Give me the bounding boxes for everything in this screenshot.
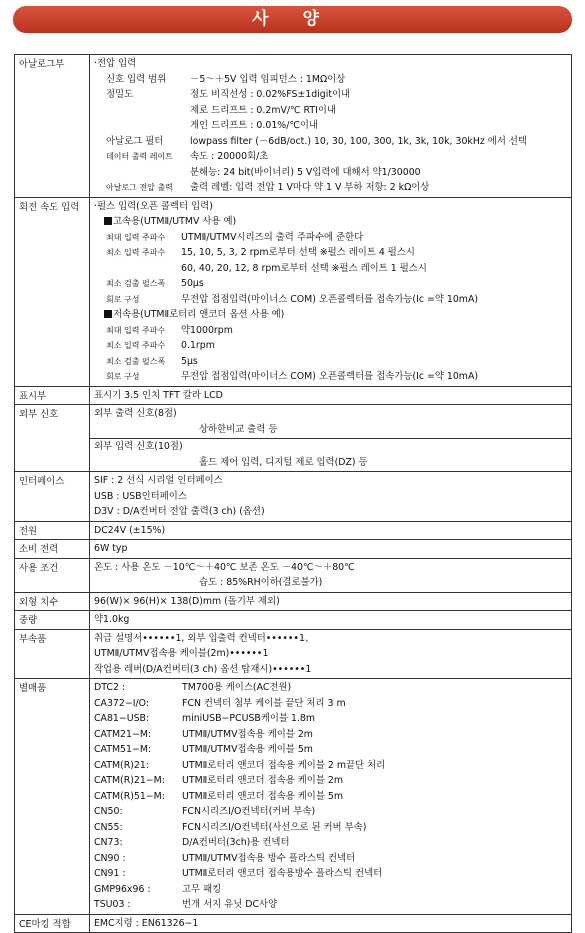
table-row — [15, 914, 572, 933]
option-code: CATM(R)51−M: — [94, 790, 165, 802]
option-desc: UTMⅡ/UTMV접속용 케이블 2m — [182, 728, 313, 740]
high-speed-heading: 고속용(UTMⅡ/UTMV 사용 예) — [113, 216, 237, 227]
max-freq-value: UTMⅡ/UTMV시리즈의 출력 주파수에 준한다 — [181, 231, 364, 243]
low-speed-heading: 저속용(UTMⅡ로터리 앤코더 옵션 사용 예) — [113, 309, 285, 320]
list-item — [94, 835, 568, 851]
external-content — [90, 405, 572, 472]
linearity-value: 정도 비직선성 : 0.02%FS±1digit이내 — [190, 89, 351, 100]
filter-label: 아날로그 필터 — [106, 135, 164, 147]
option-code: CATM21−M: — [94, 728, 152, 740]
circuit-label: 회로 구성 — [106, 372, 140, 381]
interface-line: USB : USB인터페이스 — [94, 490, 187, 502]
min-pulse-value: 5μs — [181, 355, 198, 367]
square-bullet-icon — [104, 310, 112, 318]
min-freq-value: 15, 10, 5, 3, 2 rpm로부터 선택 ※펄스 레이트 4 펄스시 — [181, 247, 415, 258]
filter-value: lowpass filter (－6dB/oct.) 10, 30, 100, 300, 1k, 3k, 10k, 30kHz 에서 선택 — [190, 135, 527, 147]
list-item — [94, 882, 568, 898]
option-code: CA81−USB: — [94, 713, 150, 724]
signal-range-label: 신호 입력 범위 — [106, 73, 167, 85]
row-label-conditions: 사용 조건 — [15, 558, 90, 592]
option-code: DTC2 : — [94, 682, 126, 693]
external-output-value: 상하한비교 출력 등 — [199, 423, 278, 435]
external-output-title: 외부 출력 신호(8점) — [94, 408, 177, 419]
option-code: CN50: — [94, 806, 123, 817]
gain-drift-value: 게인 드리프트 : 0.01%/℃이내 — [190, 120, 319, 131]
accessory-line: 취급 설명서••••••1, 외부 입출력 컨넥터••••••1、 — [94, 632, 315, 644]
min-pulse-label: 최소 검출 펄스폭 — [106, 279, 166, 288]
ce-value: EMC지령 : EN61326−1 — [94, 917, 199, 929]
table-row — [15, 197, 572, 386]
list-item — [94, 866, 568, 882]
option-desc: UTMⅡ로터리 앤코더 접속용 케이블 5m — [182, 790, 343, 802]
list-item — [94, 773, 568, 789]
option-desc: FCN시리즈I/O컨넥터(커버 부속) — [182, 806, 316, 817]
table-row — [15, 521, 572, 540]
option-desc: UTMⅡ로터리 앤코더 접속용 케이블 2m — [182, 775, 343, 786]
option-desc: TM700용 케이스(AC전원) — [182, 682, 292, 693]
power-value: DC24V (±15%) — [94, 524, 166, 536]
weight-value: 약1.0kg — [94, 614, 130, 625]
display-value: 표시기 3.5 인치 TFT 칼라 LCD — [94, 389, 223, 401]
list-item — [94, 758, 568, 774]
table-row — [15, 592, 572, 611]
voltage-output-value: 출력 레벨: 입력 전압 1 V마다 약 1 V 부하 저항: 2 kΩ이상 — [190, 182, 430, 193]
list-item — [94, 727, 568, 743]
row-label-external: 외부 신호 — [15, 405, 90, 472]
list-item — [94, 711, 568, 727]
option-desc: 고무 패킹 — [182, 883, 222, 895]
data-rate-value: 속도 : 20000회/초 — [190, 151, 269, 162]
option-code: CATM(R)21−M: — [94, 775, 165, 786]
table-row — [15, 629, 572, 679]
max-freq-label: 최대 입력 주파수 — [106, 232, 166, 242]
list-item — [94, 742, 568, 758]
table-row — [15, 55, 572, 198]
min-freq-value: 60, 40, 20, 12, 8 rpm로부터 선택 ※펄스 레이트 1 펄스시 — [181, 262, 427, 274]
option-desc: UTMⅡ로터리 앤코더 접속용방수 플라스틱 컨넥터 — [182, 868, 383, 879]
row-label-interface: 인터페이스 — [15, 472, 90, 522]
consumption-value: 6W typ — [94, 543, 128, 554]
circuit-label: 회로 구성 — [106, 294, 140, 304]
option-desc: FCN 컨넥터 첨부 케이블 끝단 처리 3 m — [182, 697, 346, 709]
list-item — [94, 696, 568, 712]
options-list — [90, 679, 572, 915]
external-input-title: 외부 입력 신호(10점) — [94, 441, 183, 452]
dimensions-value: 96(W)× 96(H)× 138(D)mm (돌기부 제외) — [94, 595, 280, 607]
circuit-value: 무전압 접점입력(마이너스 COM) 오픈콜렉터를 접속가능(Ic =약 10mA) — [181, 371, 479, 382]
list-item — [94, 804, 568, 820]
option-desc: 번개 서지 유닛 DC사양 — [182, 899, 278, 910]
option-code: CN73: — [94, 837, 123, 848]
option-code: CATM(R)21: — [94, 759, 149, 771]
list-item — [94, 789, 568, 805]
min-freq-value: 0.1rpm — [181, 340, 215, 351]
row-label-dimensions: 외형 치수 — [15, 592, 90, 611]
accessory-line: UTMⅡ/UTMV접속용 케이블(2m)••••••1 — [94, 648, 269, 659]
row-label-options: 별매품 — [15, 679, 90, 915]
voltage-input-heading: ·전압 입력 — [94, 58, 137, 69]
max-freq-label: 최대 입력 주파수 — [106, 325, 166, 335]
table-row — [15, 405, 572, 472]
interface-line: D3V : D/A컨버터 전압 출력(3 ch) (옵션) — [94, 506, 265, 517]
option-desc: UTMⅡ/UTMV접속용 방수 플라스틱 컨넥터 — [182, 852, 356, 864]
min-freq-label: 최소 입력 주파수 — [106, 248, 166, 257]
option-desc: FCN시리즈I/O컨넥터(사선으로 된 커버 부속) — [182, 821, 367, 833]
data-rate-label: 데이터 출력 레이트 — [106, 152, 173, 161]
table-row — [15, 472, 572, 522]
signal-range-value: －5～＋5V 입력 임피던스 : 1MΩ이상 — [190, 73, 346, 85]
row-label-ce: CE마킹 적합 — [15, 914, 90, 933]
page-title: 사 양 — [13, 6, 572, 33]
list-item — [94, 680, 568, 696]
table-row — [15, 611, 572, 630]
row-label-display: 표시부 — [15, 386, 90, 405]
option-code: CN90 : — [94, 852, 126, 864]
rotation-content — [90, 197, 572, 386]
circuit-value: 무전압 접점입력(마이너스 COM) 오픈콜렉터를 접속가능(Ic =약 10mA) — [181, 293, 479, 305]
row-label-analog: 아날로그부 — [15, 55, 90, 198]
temperature-value: 온도 : 사용 온도 －10℃～＋40℃ 보존 온도 －40℃～＋80℃ — [94, 561, 355, 573]
table-row — [15, 386, 572, 405]
list-item — [94, 897, 568, 913]
square-bullet-icon — [104, 217, 112, 225]
row-label-power: 전원 — [15, 521, 90, 540]
option-code: CN91 : — [94, 868, 126, 879]
option-code: CN55: — [94, 821, 123, 833]
table-row — [15, 679, 572, 915]
min-pulse-value: 50μs — [181, 278, 204, 289]
row-label-accessories: 부속품 — [15, 629, 90, 679]
analog-content — [90, 55, 572, 198]
voltage-output-label: 아날로그 전압 출력 — [106, 183, 173, 192]
humidity-value: 습도 : 85%RH이하(결로불가) — [199, 577, 323, 588]
option-code: CATM51−M: — [94, 744, 152, 755]
option-desc: UTMⅡ로터리 앤코더 접속용 케이블 2 m끝단 처리 — [182, 759, 386, 771]
external-input-value: 홀드 제어 입력, 디지털 제로 입력(DZ) 등 — [199, 456, 368, 468]
precision-label: 정밀도 — [106, 89, 134, 100]
row-label-weight: 중량 — [15, 611, 90, 630]
list-item — [94, 820, 568, 836]
table-row — [15, 558, 572, 592]
pulse-input-heading: ·펄스 입력(오픈 콜렉터 입력) — [94, 200, 213, 212]
option-code: GMP96x96 : — [94, 883, 151, 895]
max-freq-value: 약1000rpm — [181, 324, 233, 336]
option-desc: UTMⅡ/UTMV접속용 케이블 5m — [182, 744, 313, 755]
resolution-value: 분해능: 24 bit(바이너리) 5 V입력에 대해서 약1/30000 — [190, 166, 421, 178]
option-code: TSU03 : — [94, 899, 131, 910]
table-row — [15, 540, 572, 559]
option-desc: D/A컨버터(3ch)용 컨넥터 — [182, 837, 290, 848]
option-code: CA372−I/O: — [94, 697, 150, 709]
zero-drift-value: 제로 드리프트 : 0.2mV/℃ RTI이내 — [190, 104, 336, 116]
interface-line: SIF : 2 선식 시리얼 인터페이스 — [94, 475, 223, 486]
min-pulse-label: 최소 검출 펄스폭 — [106, 356, 166, 366]
row-label-rotation: 회전 속도 입력 — [15, 197, 90, 386]
min-freq-label: 최소 입력 주파수 — [106, 341, 166, 350]
list-item — [94, 851, 568, 867]
spec-table — [14, 54, 572, 933]
option-desc: miniUSB−PCUSB케이블 1.8m — [182, 713, 316, 724]
row-label-consumption: 소비 전력 — [15, 540, 90, 559]
accessory-line: 작업용 레버(D/A컨버터(3 ch) 옵션 탑재시)••••••1 — [94, 663, 312, 675]
